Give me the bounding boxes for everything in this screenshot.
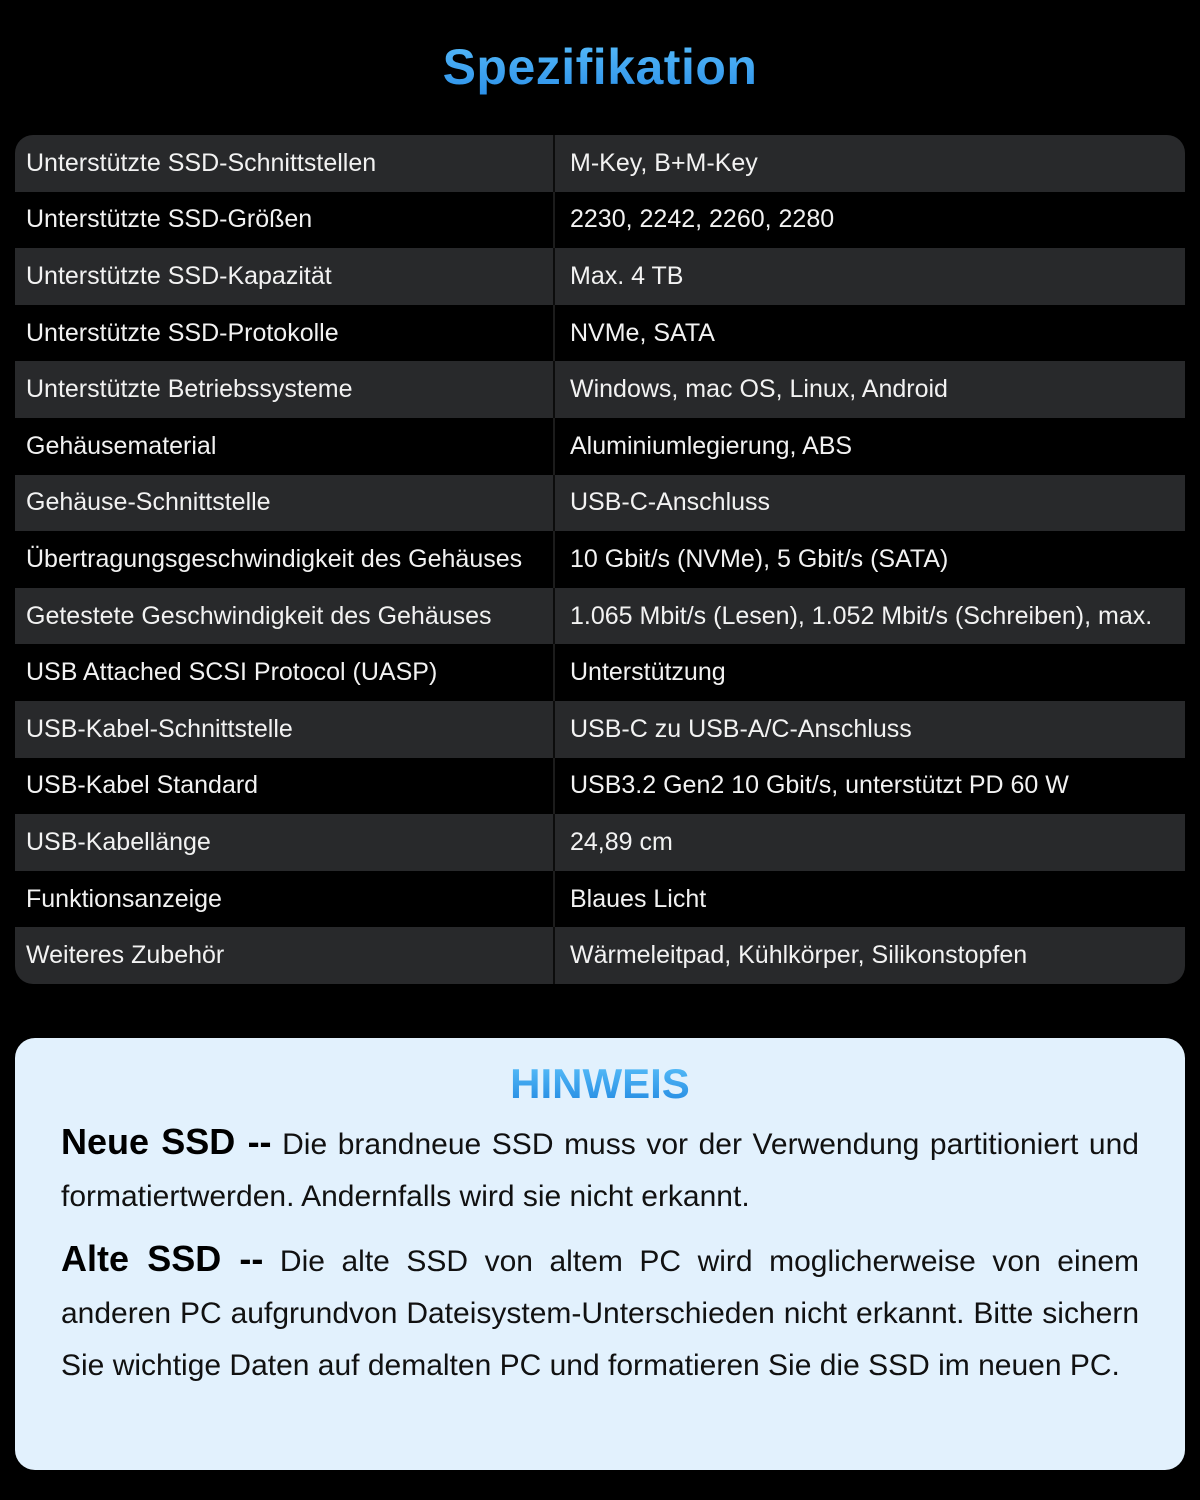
table-row — [15, 814, 1185, 871]
spec-label: Gehäusematerial — [15, 418, 555, 475]
table-row — [15, 701, 1185, 758]
spec-label: USB-Kabel Standard — [15, 758, 555, 815]
spec-value: USB-C zu USB-A/C-Anschluss — [570, 714, 912, 743]
spec-label: Unterstützte Betriebssysteme — [15, 361, 555, 418]
spec-label: Unterstützte SSD-Schnittstellen — [15, 135, 555, 192]
table-row — [15, 361, 1185, 418]
spec-value: Windows, mac OS, Linux, Android — [570, 375, 948, 404]
spec-value: USB3.2 Gen2 10 Gbit/s, unterstützt PD 60 W — [570, 771, 1069, 800]
spec-label: Unterstützte SSD-Protokolle — [15, 305, 555, 362]
spec-label: USB-Kabellänge — [15, 814, 555, 871]
spec-value: Unterstützung — [570, 658, 726, 687]
spec-value: USB-C-Anschluss — [570, 488, 771, 517]
note-text: Die alte SSD von altem PC wird moglicherweise von einem anderen PC aufgrundvon Dateisystem-Unterschieden nicht erkannt. Bitte sichern Sie wichtige Daten auf demalten PC und formatieren Sie die SSD im neuen PC. — [61, 1245, 1139, 1382]
table-row — [15, 192, 1185, 249]
spec-value: M-Key, B+M-Key — [570, 148, 758, 177]
spec-label: Unterstützte SSD-Größen — [15, 192, 555, 249]
note-lead: Alte SSD -- — [61, 1238, 264, 1279]
spec-value: 10 Gbit/s (NVMe), 5 Gbit/s (SATA) — [570, 544, 949, 573]
spec-label: USB Attached SCSI Protocol (UASP) — [15, 644, 555, 701]
note-box — [15, 1038, 1185, 1470]
spec-value: Max. 4 TB — [570, 261, 684, 290]
spec-value: 24,89 cm — [570, 827, 673, 856]
table-row — [15, 248, 1185, 305]
table-row — [15, 927, 1185, 984]
table-row — [15, 418, 1185, 475]
table-row — [15, 871, 1185, 928]
table-row — [15, 588, 1185, 645]
spec-table — [15, 135, 1185, 984]
note-text: Die brandneue SSD muss vor der Verwendung partitioniert und formatiertwerden. Andernfalls wird sie nicht erkannt. — [61, 1128, 1139, 1213]
note-paragraph-new-ssd — [61, 1116, 1139, 1223]
spec-value: Blaues Licht — [570, 884, 707, 913]
page-title: Spezifikation — [0, 38, 1200, 96]
spec-label: USB-Kabel-Schnittstelle — [15, 701, 555, 758]
spec-label: Getestete Geschwindigkeit des Gehäuses — [15, 588, 555, 645]
spec-label: Funktionsanzeige — [15, 871, 555, 928]
spec-label: Gehäuse-Schnittstelle — [15, 475, 555, 532]
spec-label: Weiteres Zubehör — [15, 927, 555, 984]
table-row — [15, 135, 1185, 192]
note-paragraph-old-ssd — [61, 1233, 1139, 1392]
spec-value: 1.065 Mbit/s (Lesen), 1.052 Mbit/s (Schreiben), max. — [570, 601, 1153, 630]
table-row — [15, 758, 1185, 815]
note-lead: Neue SSD -- — [61, 1121, 272, 1162]
spec-value: 2230, 2242, 2260, 2280 — [570, 205, 835, 234]
spec-value: NVMe, SATA — [570, 318, 715, 347]
note-title: HINWEIS — [61, 1060, 1139, 1108]
table-row — [15, 644, 1185, 701]
spec-label: Übertragungsgeschwindigkeit des Gehäuses — [15, 531, 555, 588]
spec-label: Unterstützte SSD-Kapazität — [15, 248, 555, 305]
table-row — [15, 305, 1185, 362]
table-row — [15, 475, 1185, 532]
spec-value: Wärmeleitpad, Kühlkörper, Silikonstopfen — [570, 941, 1028, 970]
spec-value: Aluminiumlegierung, ABS — [570, 431, 853, 460]
table-row — [15, 531, 1185, 588]
